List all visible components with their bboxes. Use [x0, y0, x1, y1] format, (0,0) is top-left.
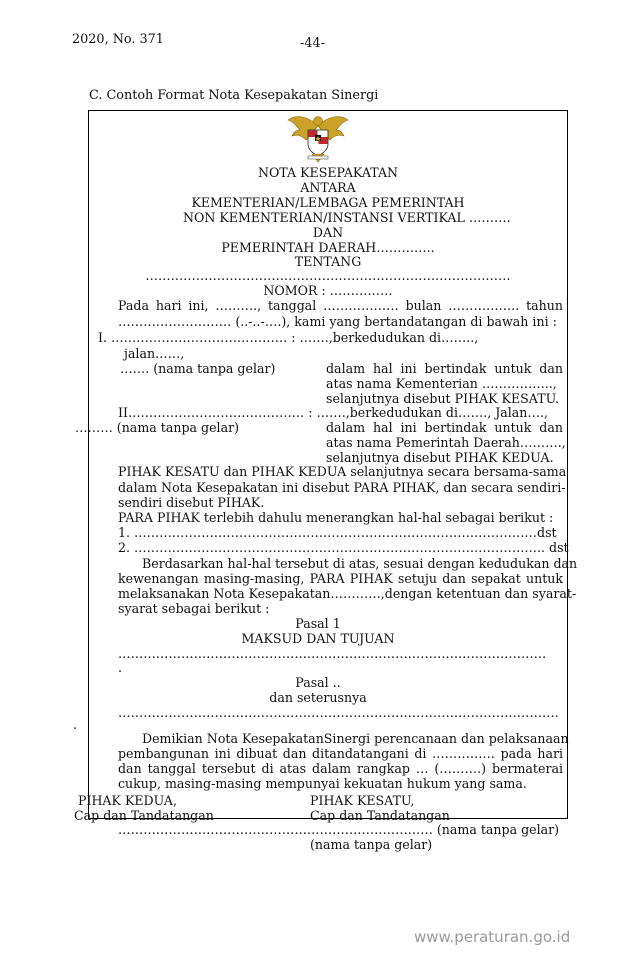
section-title: C. Contoh Format Nota Kesepakatan Sinergi — [89, 88, 379, 103]
stray-dot: . — [73, 717, 78, 732]
party1-desc: dalam hal ini bertindak untuk dan — [326, 361, 563, 376]
based-text: kewenangan masing-masing, PARA PIHAK setuju dan sepakat untuk — [118, 571, 563, 586]
heading-line: NON KEMENTERIAN/INSTANSI VERTIKAL ………. — [183, 210, 511, 225]
para-pihak-text: sendiri disebut PIHAK. — [118, 495, 265, 510]
party2-desc: dalam hal ini bertindak untuk dan — [326, 420, 563, 435]
opening-line: Pada hari ini, ………., tanggal ……………… bulan …………….. tahun — [118, 298, 563, 313]
pasal1-dot: . — [118, 660, 123, 675]
party2-desc: atas nama Pemerintah Daerah………., — [326, 435, 566, 450]
heading-line: NOTA KESEPAKATAN — [257, 165, 399, 180]
pasal1-title: Pasal 1 — [295, 616, 341, 631]
pasal2-subtitle: dan seterusnya — [269, 690, 367, 705]
heading-line: PEMERINTAH DAERAH………….. — [221, 240, 435, 255]
signature-left-title: PIHAK KEDUA, — [78, 793, 177, 808]
signature-name-below: (nama tanpa gelar) — [310, 837, 433, 852]
signature-left-cap: Cap dan Tandatangan — [74, 808, 214, 823]
pasal2-dots: …………………………………………………………………………………………… — [118, 705, 559, 720]
party1-desc: selanjutnya disebut PIHAK KESATU. — [326, 391, 560, 406]
pasal2-title: Pasal .. — [295, 675, 341, 690]
document-reference: 2020, No. 371 — [72, 32, 164, 47]
signature-name-line: ………………………………………………………………… (nama tanpa gelar) — [118, 822, 560, 837]
heading-line: …………………………………………………………………………… — [145, 268, 511, 283]
party2-line: II…………………………………… : …….,berkedudukan di……., Jalan…., — [118, 405, 549, 420]
para-pihak-text: PIHAK KESATU dan PIHAK KEDUA selanjutnya secara bersama-sama — [118, 464, 567, 479]
closing-text: dan tanggal tersebut di atas dalam rangkap … (……….) bermaterai — [118, 761, 563, 776]
signature-right-cap: Cap dan Tandatangan — [310, 808, 450, 823]
closing-text: Demikian Nota KesepakatanSinergi perencanaan dan pelaksanaan — [142, 731, 569, 746]
based-text: Berdasarkan hal-hal tersebut di atas, sesuai dengan kedudukan dan — [142, 556, 578, 571]
page-number: -44- — [300, 36, 325, 51]
party1-jalan: jalan……, — [124, 346, 185, 361]
list-item: 2. …………………………………………………………………………………….. dst — [118, 540, 569, 555]
heading-line: KEMENTERIAN/LEMBAGA PEMERINTAH — [191, 195, 465, 210]
opening-line: ……………………… (..-..-….), kami yang bertandatangan di bawah ini : — [118, 314, 557, 329]
pasal1-dots: ………………………………………………………………………………………… — [118, 646, 547, 661]
party2-desc: selanjutnya disebut PIHAK KEDUA. — [326, 450, 554, 465]
website-link[interactable]: www.peraturan.go.id — [414, 928, 571, 946]
heading-line: TENTANG — [294, 254, 362, 269]
heading-line: ANTARA — [300, 180, 356, 195]
pasal1-subtitle: MAKSUD DAN TUJUAN — [241, 631, 395, 646]
based-text: melaksanakan Nota Kesepakatan…………,dengan ketentuan dan syarat- — [118, 586, 577, 601]
closing-text: cukup, masing-masing mempunyai kekuatan hukum yang sama. — [118, 776, 527, 791]
signature-right-title: PIHAK KESATU, — [310, 793, 415, 808]
para-pihak-text: PARA PIHAK terlebih dahulu menerangkan hal-hal sebagai berikut : — [118, 510, 554, 525]
heading-line: NOMOR : …………… — [263, 283, 393, 298]
party1-line: I. …………………………………… : …….,berkedudukan di…….., — [98, 330, 479, 345]
closing-text: pembangunan ini dibuat dan ditandatangani di …………… pada hari — [118, 746, 563, 761]
list-item: 1. ……………………………………………………………………………………dst — [118, 525, 557, 540]
party1-desc: atas nama Kementerian …………….., — [326, 376, 557, 391]
party1-name: ……. (nama tanpa gelar) — [120, 361, 276, 376]
based-text: syarat sebagai berikut : — [118, 601, 270, 616]
party2-name: ……… (nama tanpa gelar) — [75, 420, 240, 435]
para-pihak-text: dalam Nota Kesepakatan ini disebut PARA PIHAK, dan secara sendiri- — [118, 480, 566, 495]
heading-line: DAN — [312, 225, 344, 240]
garuda-emblem-icon — [286, 112, 350, 164]
